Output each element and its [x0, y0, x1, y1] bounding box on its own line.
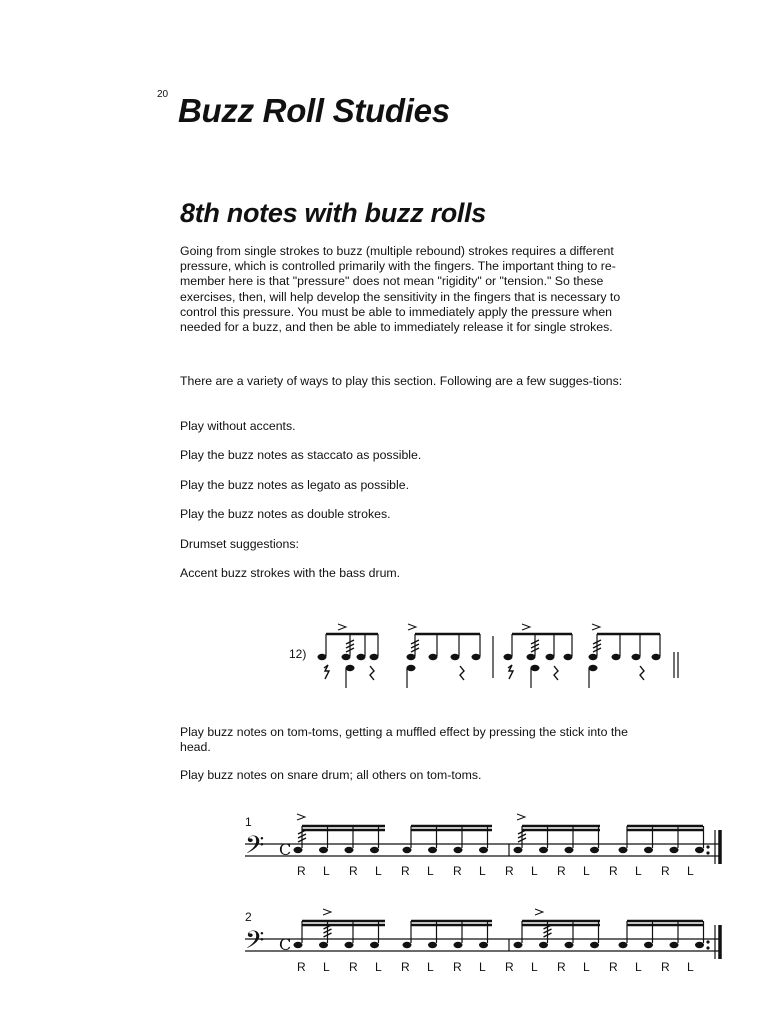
exercise-1-sticking [297, 864, 713, 878]
sticking-letter: R [557, 960, 566, 974]
note-head [670, 942, 679, 948]
sticking-letter: R [297, 960, 306, 974]
accent-mark [408, 624, 416, 630]
suggestion-staccato: Play the buzz notes as staccato as possible. [180, 448, 422, 462]
note-head [514, 942, 523, 948]
suggestion-bass-drum: Accent buzz strokes with the bass drum. [180, 566, 401, 580]
note-head [479, 847, 488, 853]
note-head [454, 942, 463, 948]
drumset-suggestions-heading: Drumset suggestions: [180, 537, 299, 551]
sticking-letter: L [635, 864, 642, 878]
note-head [403, 942, 412, 948]
sticking-letter: R [453, 960, 462, 974]
exercise-1-label: 1 [245, 815, 252, 829]
buzz-slashes [346, 640, 601, 652]
note-head [345, 942, 354, 948]
sticking-letter: R [609, 960, 618, 974]
suggestion-no-accents: Play without accents. [180, 419, 296, 433]
note-head [590, 942, 599, 948]
exercise-1-staff [245, 808, 725, 868]
accent-mark [297, 814, 305, 820]
sticking-letter: L [427, 960, 434, 974]
note-head [454, 847, 463, 853]
accent-mark [338, 624, 346, 630]
page-title: Buzz Roll Studies [178, 92, 450, 129]
tom-toms-paragraph: Play buzz notes on tom-toms, getting a muffled effect by pressing the stick into the head. [180, 725, 628, 755]
note-head [539, 942, 548, 948]
snare-paragraph: Play buzz notes on snare drum; all others on tom-toms. [180, 768, 482, 782]
note-head [345, 847, 354, 853]
sticking-letter: R [349, 864, 358, 878]
note-head [695, 942, 704, 948]
note-head [479, 942, 488, 948]
note-head [565, 942, 574, 948]
note-head [428, 847, 437, 853]
sticking-letter: L [323, 960, 330, 974]
sticking-letter: L [375, 864, 382, 878]
sticking-letter: L [375, 960, 382, 974]
sticking-letter: R [401, 960, 410, 974]
suggestion-legato: Play the buzz notes as legato as possible. [180, 478, 409, 492]
accent-mark [323, 909, 331, 915]
sticking-letter: L [635, 960, 642, 974]
accent-mark [535, 909, 543, 915]
note-head [403, 847, 412, 853]
common-time-icon: C [279, 935, 292, 954]
sticking-letter: L [427, 864, 434, 878]
bass-clef-icon: 𝄢 [245, 926, 265, 961]
accent-mark [592, 624, 600, 630]
accent-mark [522, 624, 530, 630]
note-head [319, 942, 328, 948]
note-head [670, 847, 679, 853]
sticking-letter: R [297, 864, 306, 878]
note-head [644, 942, 653, 948]
sticking-letter: L [323, 864, 330, 878]
bass-clef-icon: 𝄢 [245, 831, 265, 866]
upper-voice-notes [318, 634, 661, 660]
section-title: 8th notes with buzz rolls [180, 198, 487, 228]
note-head [370, 942, 379, 948]
sticking-letter: R [401, 864, 410, 878]
sticking-letter: L [583, 864, 590, 878]
note-head [428, 942, 437, 948]
variety-paragraph: There are a variety of ways to play this section. Following are a few sugges-tions: [180, 374, 623, 388]
note-head [294, 942, 303, 948]
sticking-letter: R [505, 864, 514, 878]
sticking-letter: L [583, 960, 590, 974]
sticking-letter: L [687, 960, 694, 974]
note-head [644, 847, 653, 853]
sticking-letter: L [687, 864, 694, 878]
note-head [590, 847, 599, 853]
exercise-1-notes [294, 826, 705, 853]
note-head [294, 847, 303, 853]
sticking-letter: R [453, 864, 462, 878]
common-time-icon: C [279, 840, 292, 859]
sticking-letter: R [661, 960, 670, 974]
exercise-2-staff [245, 903, 725, 963]
note-head [539, 847, 548, 853]
note-head [319, 847, 328, 853]
sticking-letter: R [609, 864, 618, 878]
intro-paragraph: Going from single strokes to buzz (multiple rebound) strokes requires a different pressure, which is controlled primarily with the fingers. The important thing to re-member here is that "pressure" does not mean "rigidity" or "tension." So these exercises, then, will help develop the sensitivity in the fingers that is necessary to control this pressure. You must be able to immediately apply the pressure when needed for a buzz, and then be able to immediately release it for single strokes. [180, 244, 621, 335]
page-number: 20 [157, 89, 169, 100]
exercise-2-notes [294, 921, 705, 948]
note-head [514, 847, 523, 853]
note-head [619, 847, 628, 853]
sticking-letter: R [557, 864, 566, 878]
sticking-letter: L [531, 960, 538, 974]
sticking-letter: R [505, 960, 514, 974]
example-12-label: 12) [289, 647, 307, 661]
exercise-2-label: 2 [245, 910, 252, 924]
sticking-letter: R [661, 864, 670, 878]
sticking-letter: L [479, 960, 486, 974]
note-head [619, 942, 628, 948]
sticking-letter: R [349, 960, 358, 974]
note-head [370, 847, 379, 853]
sticking-letter: L [479, 864, 486, 878]
note-head [695, 847, 704, 853]
sticking-letter: L [531, 864, 538, 878]
note-head [565, 847, 574, 853]
exercise-2-sticking [297, 960, 713, 974]
accent-mark [517, 814, 525, 820]
example-12-notation [310, 618, 690, 698]
suggestion-double-strokes: Play the buzz notes as double strokes. [180, 507, 391, 521]
bass-drum-notes [346, 665, 598, 688]
